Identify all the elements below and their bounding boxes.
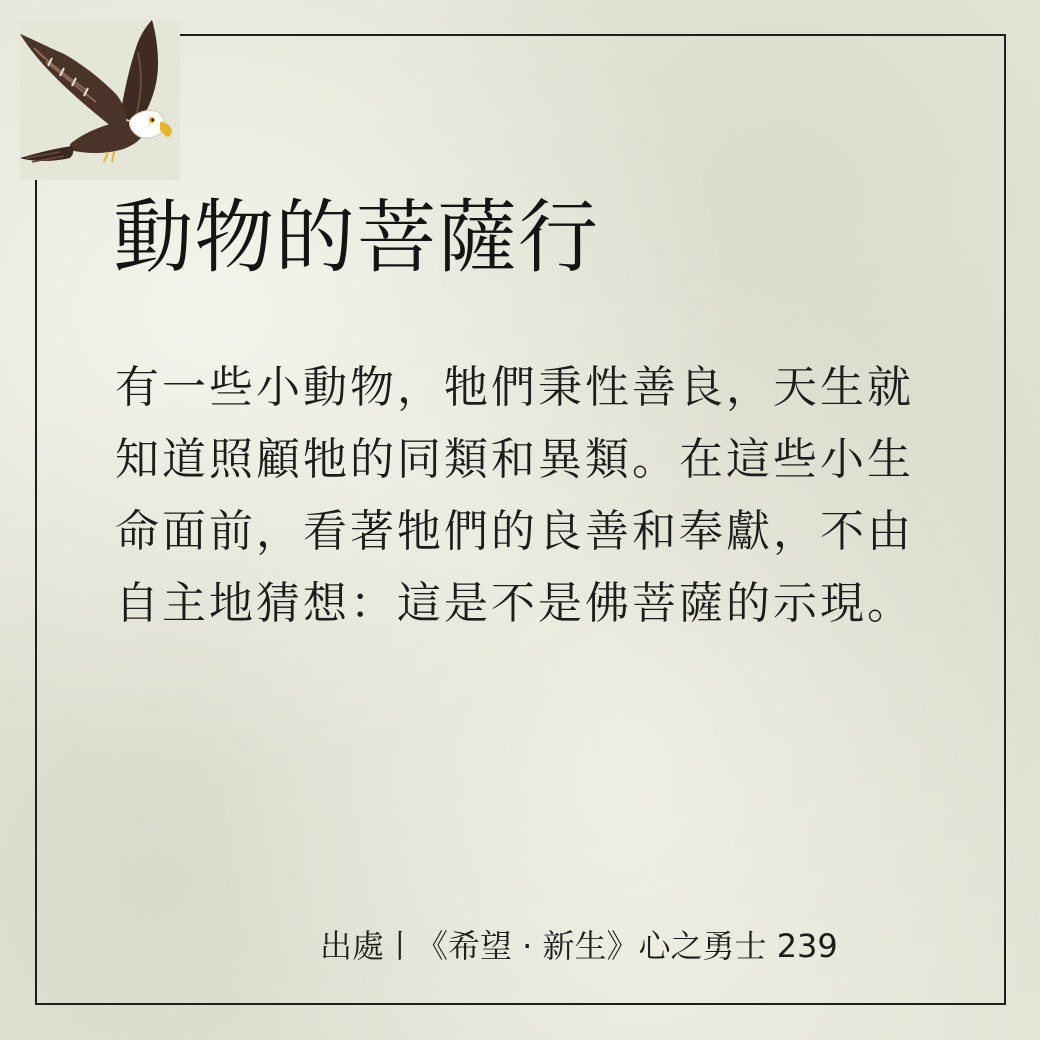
card-body-text: 有一些小動物，牠們秉性善良，天生就知道照顧牠的同類和異類。在這些小生命面前，看著牠們的良善和奉獻，不由自主地猜想：這是不是佛菩薩的示現。 xyxy=(115,362,914,629)
eagle-icon xyxy=(12,12,176,168)
source-citation: 出處丨《希望 · 新生》心之勇士 239 xyxy=(320,927,838,965)
card-title: 動物的菩薩行 xyxy=(113,191,599,284)
